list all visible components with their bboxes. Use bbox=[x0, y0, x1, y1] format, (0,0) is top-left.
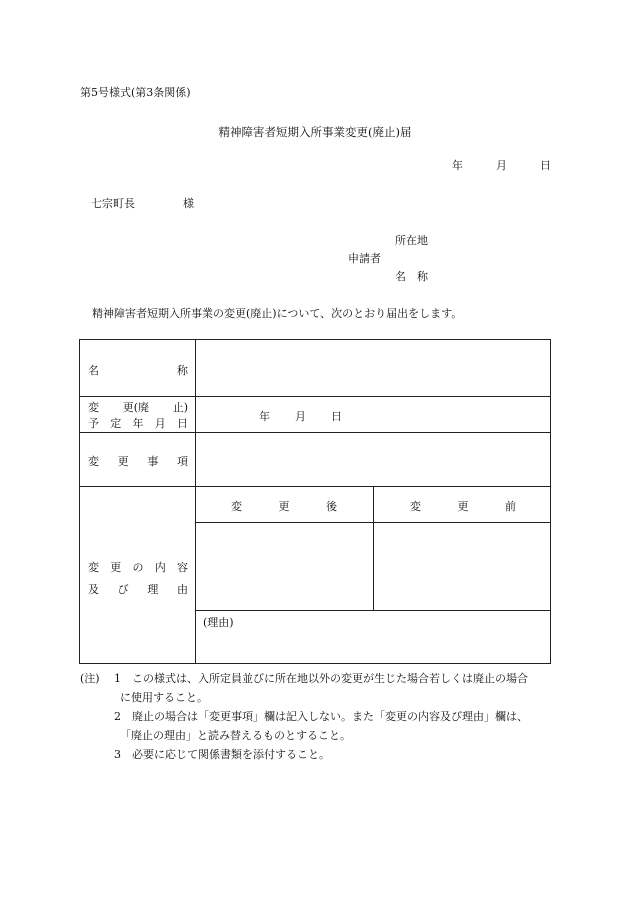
before-change-header: 変 更 前 bbox=[410, 500, 516, 513]
form-table bbox=[79, 339, 551, 664]
applicant-label: 申請者 bbox=[348, 252, 381, 265]
form-number: 第5号様式(第3条関係) bbox=[80, 86, 191, 99]
notes-prefix: (注) bbox=[80, 672, 100, 685]
row-divider bbox=[195, 610, 550, 611]
day-label: 日 bbox=[540, 159, 551, 172]
name-label: 名 称 bbox=[88, 364, 188, 377]
note-text: 「廃止の理由」と読み替えるものとすること。 bbox=[120, 729, 351, 742]
name-field[interactable] bbox=[196, 340, 550, 396]
note-text: 廃止の場合は「変更事項」欄は記入しない。また「変更の内容及び理由」欄は、 bbox=[132, 710, 528, 723]
note-text: 必要に応じて関係書類を添付すること。 bbox=[132, 748, 330, 761]
row-divider bbox=[80, 486, 550, 487]
month-label: 月 bbox=[496, 159, 507, 172]
note-number: 1 bbox=[114, 672, 121, 685]
change-item-label: 変 更 事 項 bbox=[88, 455, 188, 468]
change-item-field[interactable] bbox=[196, 433, 550, 486]
reason-label: (理由) bbox=[203, 616, 234, 629]
addressee-name: 七宗町長 bbox=[91, 197, 135, 210]
addressee bbox=[91, 195, 194, 211]
note-number: 3 bbox=[114, 748, 121, 761]
submission-date bbox=[452, 157, 551, 173]
note-text: に使用すること。 bbox=[120, 691, 208, 704]
year-label: 年 bbox=[452, 159, 463, 172]
applicant-name-label: 名 称 bbox=[395, 270, 428, 283]
note-text: この様式は、入所定員並びに所在地以外の変更が生じた場合若しくは廃止の場合 bbox=[132, 672, 528, 685]
change-date-value[interactable]: 年 月 日 bbox=[259, 410, 342, 423]
before-change-field[interactable] bbox=[374, 523, 550, 610]
row-divider bbox=[80, 396, 550, 397]
change-date-label-line2: 予 定 年 月 日 bbox=[88, 417, 188, 430]
note-number: 2 bbox=[114, 710, 121, 723]
form-title: 精神障害者短期入所事業変更(廃止)届 bbox=[218, 125, 412, 139]
change-content-label-line2: 及 び 理 由 bbox=[88, 583, 188, 596]
change-date-label-line1: 変 更(廃 止) bbox=[88, 401, 188, 414]
change-content-label-line1: 変 更 の 内 容 bbox=[88, 561, 188, 574]
applicant-location-label: 所在地 bbox=[395, 234, 428, 247]
after-change-header: 変 更 後 bbox=[231, 500, 337, 513]
notes bbox=[80, 669, 560, 764]
after-change-field[interactable] bbox=[196, 523, 373, 610]
reason-field[interactable] bbox=[196, 630, 550, 663]
addressee-honorific: 様 bbox=[183, 197, 194, 210]
body-text: 精神障害者短期入所事業の変更(廃止)について、次のとおり届出をします。 bbox=[92, 307, 463, 320]
